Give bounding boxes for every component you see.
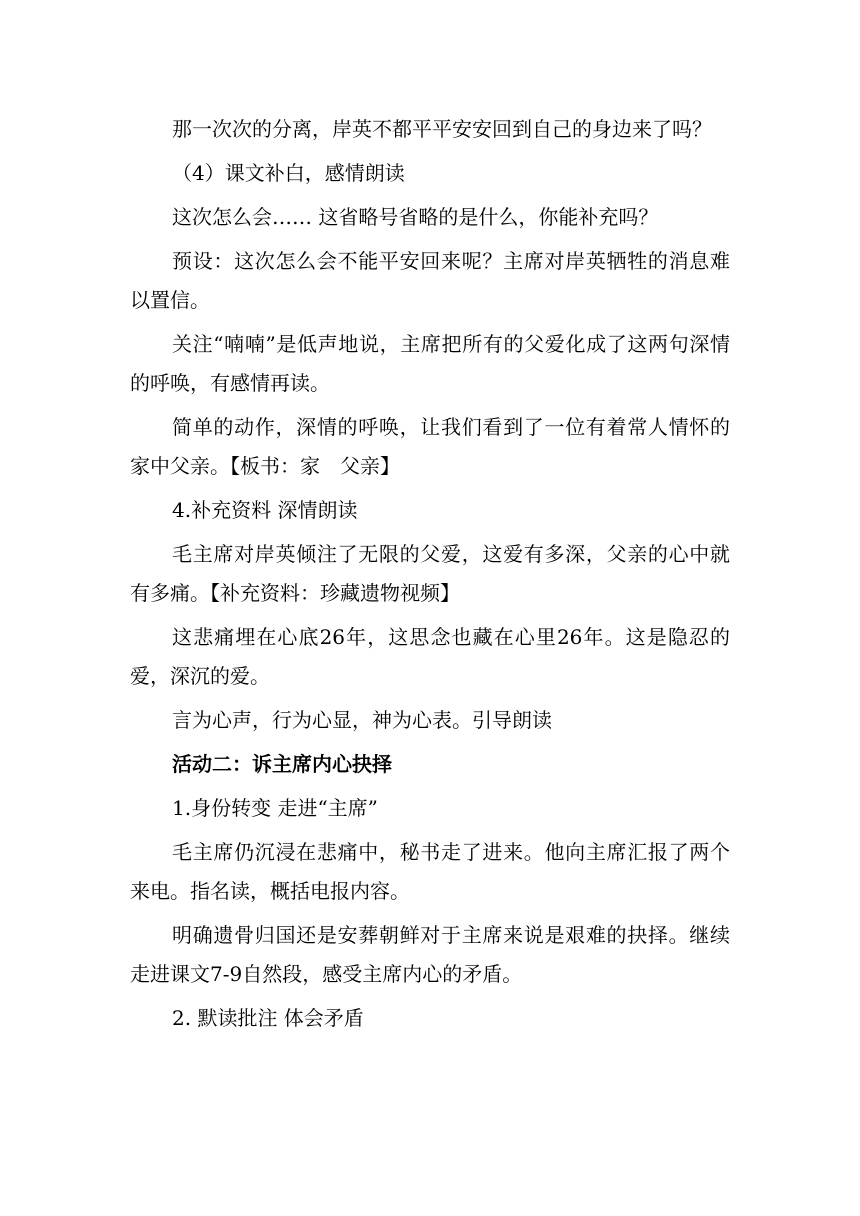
paragraph-9: 这悲痛埋在心底26年，这思念也藏在心里26年。这是隐忍的爱，深沉的爱。 <box>130 625 730 688</box>
paragraph-14: 明确遗骨归国还是安葬朝鲜对于主席来说是艰难的抉择。继续走进课文7-9自然段，感受主席内心的矛盾。 <box>130 923 730 986</box>
paragraph-8: 毛主席对岸英倾注了无限的父爱，这爱有多深，父亲的心中就有多痛。【补充资料：珍藏遗物视频】 <box>130 542 730 605</box>
paragraph-5: 关注“喃喃”是低声地说，主席把所有的父爱化成了这两句深情的呼唤，有感情再读。 <box>130 332 730 395</box>
paragraph-3: 这次怎么会…… 这省略号省略的是什么，你能补充吗？ <box>172 205 659 229</box>
subheading-supplement: 4.补充资料 深情朗读 <box>172 498 358 522</box>
paragraph-4: 预设：这次怎么会不能平安回来呢？主席对岸英牺牲的消息难以置信。 <box>130 249 730 312</box>
document-page <box>130 110 730 1043</box>
activity-two-heading: 活动二：诉主席内心抉择 <box>172 752 392 776</box>
paragraph-6: 简单的动作，深情的呼唤，让我们看到了一位有着常人情怀的家中父亲。【板书：家 父亲】 <box>130 415 730 478</box>
subheading-silent-reading: 2. 默读批注 体会矛盾 <box>172 1006 364 1030</box>
section-heading-4: （4）课文补白，感情朗读 <box>172 161 405 185</box>
paragraph-13: 毛主席仍沉浸在悲痛中，秘书走了进来。他向主席汇报了两个来电。指名读，概括电报内容。 <box>130 840 730 903</box>
paragraph-1: 那一次次的分离，岸英不都平平安安回到自己的身边来了吗？ <box>172 117 712 141</box>
paragraph-10: 言为心声，行为心显，神为心表。引导朗读 <box>172 708 552 732</box>
subheading-identity: 1.身份转变 走进“主席” <box>172 796 378 820</box>
